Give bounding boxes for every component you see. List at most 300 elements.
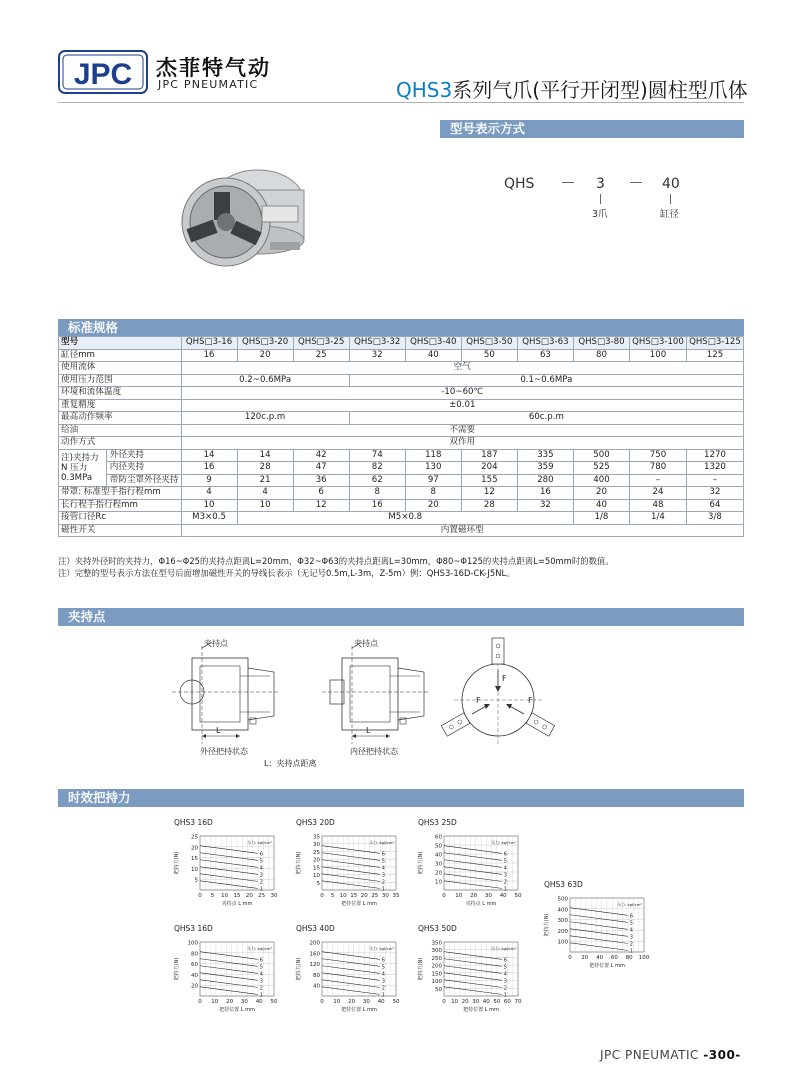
- table-cell: 118: [405, 449, 461, 462]
- pressure-line: [444, 846, 502, 854]
- pressure-line: [200, 874, 258, 882]
- pressure-line-label: 4: [503, 865, 507, 872]
- pressure-line: [200, 881, 258, 889]
- table-cell: 16: [349, 499, 405, 512]
- table-cell: 47: [293, 462, 349, 475]
- y-tick-label: 30: [313, 842, 320, 849]
- pressure-line: [444, 966, 502, 974]
- grip-force-chart: [414, 934, 526, 1020]
- pressure-line-label: 2: [503, 879, 507, 886]
- force-F-label: F: [502, 674, 507, 683]
- y-tick-label: 120: [309, 962, 320, 969]
- y-tick-label: 80: [313, 972, 320, 979]
- pressure-line-label: 6: [381, 957, 385, 964]
- table-cell: –: [630, 474, 687, 487]
- graph-title: QHS3 20D: [296, 818, 335, 827]
- y-tick-label: 300: [431, 948, 442, 955]
- table-label: 缸径mm: [59, 349, 182, 362]
- table-cell: 120c.p.m: [181, 412, 349, 425]
- distance-L-label: L: [366, 726, 371, 735]
- y-tick-label: 15: [191, 856, 198, 863]
- table-label: 给油: [59, 424, 182, 437]
- inner-grip-diagram: [320, 636, 440, 752]
- x-tick-label: 10: [211, 999, 219, 1005]
- pressure-line: [570, 922, 628, 930]
- table-cell: –: [686, 474, 743, 487]
- y-tick-label: 25: [191, 834, 198, 841]
- product-photo-icon: [170, 150, 310, 285]
- outer-grip-diagram: [170, 636, 290, 752]
- distance-L-label: L: [216, 726, 221, 735]
- pressure-line: [570, 943, 628, 951]
- table-row: [59, 387, 744, 400]
- table-cell: QHS□3-20: [237, 337, 293, 350]
- x-axis-label: 把持位置 L mm: [463, 1007, 499, 1013]
- table-cell: 335: [517, 449, 573, 462]
- pressure-line: [444, 874, 502, 882]
- pressure-line: [200, 860, 258, 868]
- page-title: [396, 74, 748, 103]
- y-tick-label: 80: [191, 951, 198, 958]
- legend-label: 压力: kgf/cm²: [369, 840, 394, 845]
- logo-text: JPC: [73, 58, 133, 91]
- x-tick-label: 0: [442, 999, 446, 1005]
- table-cell: 155: [461, 474, 517, 487]
- grip-point-label: 夹持点: [354, 639, 378, 648]
- model-code-bore: 40: [662, 176, 680, 192]
- y-tick-label: 20: [191, 845, 198, 852]
- grip-force-chart: [414, 828, 526, 914]
- x-tick-label: 100: [638, 955, 650, 961]
- table-cell: 1/8: [573, 512, 629, 525]
- table-cell: 24: [630, 487, 687, 500]
- table-label: 动作方式: [59, 437, 182, 450]
- table-cell: 28: [461, 499, 517, 512]
- table-cell: 1270: [686, 449, 743, 462]
- x-tick-label: 30: [270, 893, 278, 899]
- pressure-line: [322, 881, 380, 889]
- pressure-line: [322, 874, 380, 882]
- y-tick-label: 40: [435, 852, 442, 859]
- table-cell: 204: [461, 462, 517, 475]
- table-label: 重复精度: [59, 399, 182, 412]
- grip-force-chart: [170, 828, 282, 914]
- table-row: [59, 512, 744, 525]
- pressure-line-label: 5: [629, 920, 633, 927]
- pressure-line-label: 5: [259, 858, 263, 865]
- pressure-line: [200, 853, 258, 861]
- table-label: 型号: [59, 337, 182, 350]
- pressure-line: [322, 846, 380, 854]
- pressure-line-label: 6: [503, 957, 507, 964]
- table-cell: 双作用: [181, 437, 744, 450]
- y-tick-label: 150: [431, 971, 442, 978]
- table-cell: 400: [573, 474, 629, 487]
- table-cell: 16: [181, 462, 237, 475]
- table-cell: 780: [630, 462, 687, 475]
- y-tick-label: 15: [313, 865, 320, 872]
- pressure-line: [444, 987, 502, 995]
- x-tick-label: 70: [514, 999, 522, 1005]
- table-cell: 500: [573, 449, 629, 462]
- pressure-line-label: 2: [381, 879, 385, 886]
- brand-name-en: JPC PNEUMATIC: [158, 78, 259, 91]
- pressure-line: [200, 973, 258, 981]
- pressure-line-label: 3: [629, 934, 633, 941]
- section-bar-model-code: 型号表示方式: [440, 120, 744, 138]
- pressure-line-label: 4: [259, 971, 263, 978]
- legend-label: 压力: kgf/cm²: [617, 902, 642, 907]
- pressure-line-label: 6: [629, 913, 633, 920]
- x-tick-label: 25: [371, 893, 379, 899]
- pressure-line: [322, 987, 380, 995]
- pressure-line-label: 5: [503, 964, 507, 971]
- pressure-line-label: 3: [503, 872, 507, 879]
- table-label: 环境和流体温度: [59, 387, 182, 400]
- page-footer: [600, 1048, 741, 1062]
- model-code-tick: [600, 194, 601, 204]
- table-cell: 80: [573, 349, 629, 362]
- table-label: 最高动作频率: [59, 412, 182, 425]
- x-axis-label: 把持位置 L mm: [589, 963, 625, 969]
- table-cell: QHS□3-50: [461, 337, 517, 350]
- y-tick-label: 400: [557, 907, 568, 914]
- y-tick-label: 40: [191, 972, 198, 979]
- brand-name-cn: 杰菲特气动: [156, 56, 271, 80]
- table-cell: 20: [237, 349, 293, 362]
- table-cell: QHS□3-32: [349, 337, 405, 350]
- table-label: 内径夹持: [106, 462, 181, 475]
- note-line: 注）夹持外径时的夹持力，Φ16~Φ25的夹持点距离L=20mm，Φ32~Φ63的夹持点距离L=30mm，Φ80~Φ125的夹持点距离L=50mm时的数值。: [58, 556, 614, 566]
- table-cell: 20: [573, 487, 629, 500]
- pressure-line: [570, 915, 628, 923]
- table-cell: 16: [517, 487, 573, 500]
- graph-title: QHS3 16D: [174, 818, 213, 827]
- table-cell: 12: [461, 487, 517, 500]
- pressure-line: [444, 881, 502, 889]
- table-cell: 42: [293, 449, 349, 462]
- table-cell: 4: [181, 487, 237, 500]
- table-cell: 74: [349, 449, 405, 462]
- table-cell: ±0.01: [181, 399, 744, 412]
- table-cell: 28: [237, 462, 293, 475]
- pressure-line-label: 6: [259, 957, 263, 964]
- table-cell: 187: [461, 449, 517, 462]
- pressure-line: [200, 987, 258, 995]
- y-tick-label: 200: [431, 963, 442, 970]
- pressure-line: [444, 980, 502, 988]
- table-cell: 359: [517, 462, 573, 475]
- legend-label: 压力: kgf/cm²: [369, 946, 394, 951]
- legend-label: 压力: kgf/cm²: [491, 946, 516, 951]
- table-label: 使用压力范围: [59, 374, 182, 387]
- pressure-line-label: 1: [259, 992, 263, 999]
- pressure-line-label: 2: [259, 985, 263, 992]
- note-line: 注）完整的型号表示方法在型号后面增加磁性开关的导线长表示（无记号0.5m,L-3m，Z-5m）例：QHS3-16D-CK-J5NL。: [58, 567, 515, 578]
- x-tick-label: 10: [339, 893, 347, 899]
- table-cell: QHS□3-25: [293, 337, 349, 350]
- table-cell: 14: [237, 449, 293, 462]
- pressure-line: [322, 959, 380, 967]
- table-cell: 32: [686, 487, 743, 500]
- y-tick-label: 60: [191, 962, 198, 969]
- header-divider: [58, 102, 744, 103]
- x-tick-label: 15: [350, 893, 358, 899]
- legend-label: 压力: kgf/cm²: [247, 840, 272, 845]
- table-label: 注)夹持力N 压力0.3MPa: [59, 449, 107, 487]
- table-cell: QHS□3-125: [686, 337, 743, 350]
- table-row: [59, 399, 744, 412]
- y-tick-label: 35: [313, 834, 320, 841]
- force-F-label: F: [528, 696, 533, 705]
- x-tick-label: 50: [392, 999, 400, 1005]
- x-tick-label: 5: [210, 893, 215, 899]
- y-axis-label: 把持力(N): [418, 851, 424, 875]
- x-tick-label: 40: [255, 999, 263, 1005]
- table-cell: 750: [630, 449, 687, 462]
- pressure-line-label: 5: [259, 964, 263, 971]
- table-cell: 32: [517, 499, 573, 512]
- graph-title: QHS3 16D: [174, 924, 213, 933]
- x-axis-label: 夹持点 L mm: [221, 901, 253, 907]
- section-bar-spec: 标准规格: [58, 319, 744, 337]
- table-row: [59, 437, 744, 450]
- pressure-line-label: 6: [503, 851, 507, 858]
- y-tick-label: 350: [431, 940, 442, 947]
- pressure-line: [444, 952, 502, 960]
- x-tick-label: 60: [610, 955, 618, 961]
- x-tick-label: 20: [470, 893, 478, 899]
- y-tick-label: 500: [557, 896, 568, 903]
- x-tick-label: 40: [482, 999, 490, 1005]
- table-cell: 525: [573, 462, 629, 475]
- x-axis-label: 把持位置 L mm: [341, 1007, 377, 1013]
- x-tick-label: 60: [503, 999, 511, 1005]
- x-tick-label: 30: [362, 999, 370, 1005]
- table-cell: 14: [181, 449, 237, 462]
- y-tick-label: 200: [309, 940, 320, 947]
- x-tick-label: 10: [455, 893, 463, 899]
- y-tick-label: 25: [313, 849, 320, 856]
- table-cell: 40: [405, 349, 461, 362]
- y-tick-label: 5: [194, 877, 198, 884]
- y-tick-label: 20: [191, 983, 198, 990]
- section-bar-grip-force: 时效把持力: [58, 789, 744, 807]
- legend-label: 压力: kgf/cm²: [247, 946, 272, 951]
- pressure-line-label: 2: [629, 941, 633, 948]
- pressure-line-label: 3: [381, 978, 385, 985]
- grip-point-label: 夹持点: [204, 639, 228, 648]
- x-tick-label: 0: [198, 893, 202, 899]
- pressure-line-label: 5: [381, 858, 385, 865]
- table-cell: 1/4: [630, 512, 687, 525]
- table-cell: 100: [630, 349, 687, 362]
- table-cell: 10: [237, 499, 293, 512]
- table-label: 带罩: 标准型手指行程mm: [59, 487, 182, 500]
- table-label: 接管口径Rc: [59, 512, 182, 525]
- graph-title: QHS3 63D: [544, 880, 583, 889]
- table-row: [59, 424, 744, 437]
- x-tick-label: 0: [442, 893, 446, 899]
- table-cell: 0.1~0.6MPa: [349, 374, 743, 387]
- table-cell: M3×0.5: [181, 512, 237, 525]
- table-cell: 21: [237, 474, 293, 487]
- y-tick-label: 10: [191, 866, 198, 873]
- x-tick-label: 40: [499, 893, 507, 899]
- x-tick-label: 10: [221, 893, 229, 899]
- table-cell: 空气: [181, 362, 744, 375]
- table-row: [59, 374, 744, 387]
- x-tick-label: 0: [320, 999, 324, 1005]
- pressure-line-label: 5: [381, 964, 385, 971]
- y-tick-label: 100: [557, 939, 568, 946]
- page-header: [0, 0, 800, 110]
- legend-label: 压力: kgf/cm²: [491, 840, 516, 845]
- model-code-jaws: 3: [596, 176, 605, 192]
- y-tick-label: 50: [435, 843, 442, 850]
- x-tick-label: 30: [484, 893, 492, 899]
- pressure-line: [200, 966, 258, 974]
- model-code-dash: [630, 182, 642, 183]
- table-row: [59, 412, 744, 425]
- pressure-line: [200, 867, 258, 875]
- graph-title: QHS3 40D: [296, 924, 335, 933]
- x-tick-label: 40: [377, 999, 385, 1005]
- table-cell: 48: [630, 499, 687, 512]
- pressure-line: [200, 959, 258, 967]
- table-label: 长行程手指行程mm: [59, 499, 182, 512]
- pressure-line-label: 4: [503, 971, 507, 978]
- y-tick-label: 40: [313, 983, 320, 990]
- pressure-line-label: 4: [259, 865, 263, 872]
- table-cell: 0.2~0.6MPa: [181, 374, 349, 387]
- front-view-force-diagram: [440, 636, 560, 748]
- jpc-logo-icon: [58, 50, 148, 94]
- section-bar-grip-point: 夹持点: [58, 608, 744, 626]
- model-code-diagram: [504, 172, 744, 222]
- table-cell: 10: [181, 499, 237, 512]
- pressure-line: [322, 867, 380, 875]
- table-row: [59, 349, 744, 362]
- table-cell: 16: [181, 349, 237, 362]
- table-cell: 12: [293, 499, 349, 512]
- pressure-line-label: 1: [381, 992, 385, 999]
- pressure-line: [444, 973, 502, 981]
- pressure-line-label: 2: [381, 985, 385, 992]
- table-cell: 82: [349, 462, 405, 475]
- title-model: QHS3: [396, 78, 453, 102]
- y-tick-label: 200: [557, 928, 568, 935]
- grip-force-chart: [292, 934, 404, 1020]
- table-cell: 4: [237, 487, 293, 500]
- grip-force-chart: [292, 828, 404, 914]
- pressure-line-label: 5: [503, 858, 507, 865]
- table-cell: 280: [517, 474, 573, 487]
- x-tick-label: 0: [320, 893, 324, 899]
- pressure-line-label: 1: [503, 886, 507, 893]
- table-row: [59, 524, 744, 537]
- table-row: [59, 499, 744, 512]
- table-label: 带防尘罩外径夹持: [106, 474, 181, 487]
- table-cell: 60c.p.m: [349, 412, 743, 425]
- y-tick-label: 30: [435, 861, 442, 868]
- table-cell: 不需要: [181, 424, 744, 437]
- y-tick-label: 250: [431, 955, 442, 962]
- table-cell: 36: [293, 474, 349, 487]
- table-cell: 3/8: [686, 512, 743, 525]
- table-row: [59, 462, 744, 475]
- y-tick-label: 50: [435, 986, 442, 993]
- y-tick-label: 60: [435, 834, 442, 841]
- pressure-line-label: 3: [259, 978, 263, 985]
- x-tick-label: 50: [514, 893, 522, 899]
- pressure-line-label: 1: [629, 948, 633, 955]
- x-tick-label: 5: [330, 893, 335, 899]
- y-axis-label: 把持力(N): [296, 957, 302, 981]
- x-tick-label: 20: [348, 999, 356, 1005]
- y-tick-label: 10: [313, 873, 320, 880]
- y-axis-label: 把持力(N): [544, 913, 550, 937]
- table-cell: 8: [405, 487, 461, 500]
- x-tick-label: 10: [333, 999, 341, 1005]
- table-row: [59, 337, 744, 350]
- x-tick-label: 80: [625, 955, 633, 961]
- table-row: [59, 449, 744, 462]
- graph-title: QHS3 25D: [418, 818, 457, 827]
- model-code-tick: [670, 194, 671, 204]
- pressure-line: [322, 973, 380, 981]
- x-tick-label: 20: [245, 893, 253, 899]
- table-cell: 1320: [686, 462, 743, 475]
- table-cell: 内置磁环型: [181, 524, 744, 537]
- table-cell: QHS□3-40: [405, 337, 461, 350]
- spec-table: [58, 336, 744, 537]
- x-tick-label: 10: [451, 999, 459, 1005]
- y-tick-label: 300: [557, 918, 568, 925]
- grip-force-chart: [170, 934, 282, 1020]
- table-cell: QHS□3-16: [181, 337, 237, 350]
- model-code-dash: [562, 182, 574, 183]
- pressure-line-label: 2: [503, 985, 507, 992]
- pressure-line: [444, 867, 502, 875]
- table-cell: 9: [181, 474, 237, 487]
- y-tick-label: 160: [309, 951, 320, 958]
- x-tick-label: 25: [258, 893, 266, 899]
- table-cell: 63: [517, 349, 573, 362]
- outer-grip-caption: 外径把持状态: [200, 747, 248, 756]
- x-tick-label: 30: [472, 999, 480, 1005]
- table-cell: 20: [405, 499, 461, 512]
- y-tick-label: 20: [435, 870, 442, 877]
- y-axis-label: 把持力(N): [174, 957, 180, 981]
- table-cell: QHS□3-100: [630, 337, 687, 350]
- table-cell: 8: [349, 487, 405, 500]
- table-cell: 62: [349, 474, 405, 487]
- y-axis-label: 把持力(N): [296, 851, 302, 875]
- pressure-line: [322, 980, 380, 988]
- table-cell: M5×0.8: [237, 512, 573, 525]
- pressure-line: [570, 936, 628, 944]
- table-cell: 40: [573, 499, 629, 512]
- footer-brand: JPC PNEUMATIC: [600, 1048, 699, 1062]
- table-row: [59, 474, 744, 487]
- x-tick-label: 15: [233, 893, 241, 899]
- x-tick-label: 20: [581, 955, 589, 961]
- inner-grip-caption: 内径把持状态: [350, 747, 398, 756]
- table-cell: 97: [405, 474, 461, 487]
- model-code-jaws-note: 3爪: [592, 209, 608, 220]
- table-row: [59, 362, 744, 375]
